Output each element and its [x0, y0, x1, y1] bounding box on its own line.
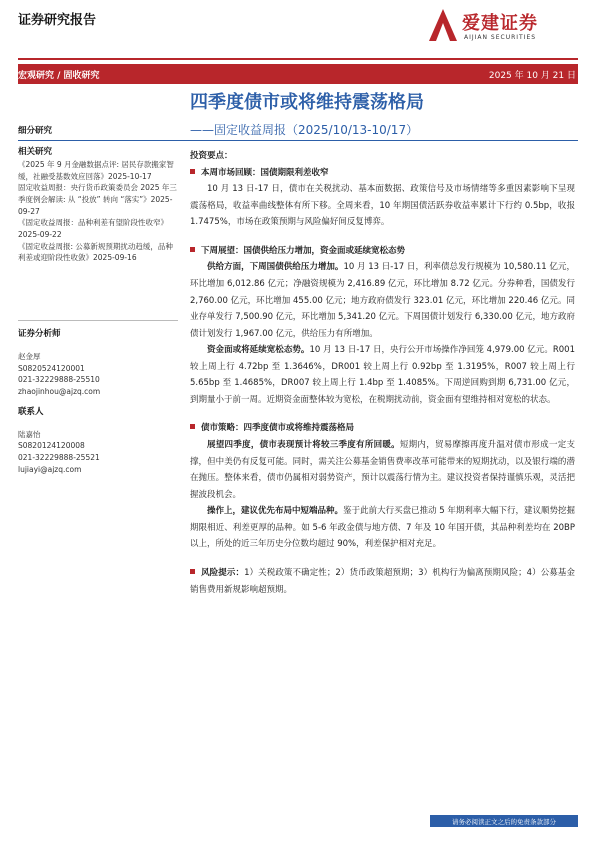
- paragraph: [190, 342, 575, 408]
- related-item[interactable]: 《固定收益周报：品种利差有望阶段性收窄》2025-09-22: [18, 218, 168, 239]
- analyst-name: 赵金厚: [18, 352, 41, 362]
- contact-heading: 联系人: [18, 406, 44, 417]
- report-subtitle: ——固定收益周报（2025/10/13-10/17）: [190, 123, 419, 137]
- sub-industry-label: 细分研究: [18, 126, 53, 136]
- paragraph: [190, 503, 575, 553]
- paragraph-lead: 供给方面，下周国债供给压力增加。: [207, 262, 344, 273]
- report-type-label: 证券研究报告: [18, 13, 97, 28]
- related-item[interactable]: 固定收益周报：央行货币政策委员会 2025 年三季度例会解读: 从 “投放” 转向 “落实”》2025-09-27: [18, 183, 177, 216]
- analyst-cert: S0820524120001: [18, 363, 85, 373]
- contact-cert: S0820124120008: [18, 441, 85, 451]
- analyst-phone: 021-32229888-25510: [18, 375, 100, 385]
- paragraph: [190, 437, 575, 503]
- paragraph-body: 10 月 13 日-17 日，央行公开市场操作净回笼 4,979.00 亿元。R001 较上周上行 4.72bp 至 1.3646%，DR001 较上周上行 0.92bp 至 1.3195%，R007 较上周上行 5.65bp 至 1.4685%，DR007 较上周上行 1.4bp 至 1.4085%。下周逆回购到期 6,731.00 亿元，到期量小于前一周。近期资金面整体较为宽松，在税期扰动前，资金面有望维持相对宽松的状态。: [190, 345, 575, 405]
- logo-text-en: AIJIAN SECURITIES: [464, 34, 537, 41]
- risk-heading: 风险提示：: [201, 567, 245, 578]
- paragraph-body: 短期内，贸易摩擦再度升温对债市形成一定支撑，但中美仍有反复可能。同时，需关注公募基金销售费率改革可能带来的短期扰动，以及银行端的潜在抛压。整体来看，债市仍属相对弱势资产，预计以震荡行情为主。建议投资者保持谨慎乐观，灵活把握波段机会。: [190, 440, 575, 500]
- paragraph: 10 月 13 日-17 日，债市在关税扰动、基本面数据、政策信号及市场情绪等多重因素影响下呈现震荡格局，收益率曲线整体有所下移。全周来看，10 年期国债活跃券收益率累计下行约 0.5bp，收报 1.7475%，市场在政策预期与风险偏好间反复博弈。: [190, 184, 575, 228]
- main-content: [190, 148, 575, 598]
- related-item[interactable]: 《固定收益周报: 公募新规预期扰动趋缓，品种利差或迎阶段性收敛》2025-09-16: [18, 241, 173, 263]
- paragraph-lead: 资金面或将延续宽松态势。: [207, 345, 310, 356]
- bullet-icon: [190, 169, 195, 174]
- title-divider: [18, 140, 578, 141]
- logo-text-cn: 爱建证券: [462, 13, 538, 34]
- paragraph-body: 鉴于此前大行买盘已推动 5 年期利率大幅下行，建议顺势挖掘期限相近、利差更厚的品种。如 5-6 年政金债与地方债、7 年及 10 年国开债，其品种利差均在 20BP 以上，所处的近三年历史分位数均超过 90%，利差保护相对充足。: [190, 506, 575, 550]
- analyst-block: [18, 328, 178, 475]
- risk-text: 1）关税政策不确定性；2）货币政策超预期；3）机构行为偏离预期风险；4）公募基金销售费用新规影响超预期。: [190, 567, 575, 595]
- contact-phone: 021-32229888-25521: [18, 453, 100, 463]
- header-divider: [18, 58, 578, 60]
- risk-paragraph: [190, 565, 575, 598]
- paragraph-body: 10 月 13 日-17 日，利率债总发行规模为 10,580.11 亿元，环比增加 6,012.86 亿元；净融资规模为 2,416.89 亿元，环比增加 8.72 亿元。分券种看，国债发行 2,760.00 亿元，环比增加 455.00 亿元；地方政府债发行 323.01 亿元，环比增加 220.46 亿元。同业存单发行 7,500.90 亿元，环比增加 5,341.20 亿元。下周国债计划发行 6,330.00 亿元，地方政府债计划发行 1,967.00 亿元，供给压力有所增加。: [190, 262, 575, 339]
- bullet-icon: [190, 424, 195, 429]
- section-title: 债市策略：四季度债市或将维持震荡格局: [201, 423, 355, 434]
- contact-name: 陆嘉怡: [18, 429, 41, 439]
- category-label: 宏观研究 / 固收研究: [18, 71, 100, 81]
- footer-disclaimer[interactable]: 请务必阅读正文之后的免责条款部分: [452, 818, 556, 826]
- related-item[interactable]: 《2025 年 9 月金融数据点评: 居民存款搬家智缓，社融受基数效应回落》2025-10-17: [18, 160, 174, 181]
- sidebar-divider: [18, 320, 178, 321]
- report-date: 2025 年 10 月 21 日: [488, 71, 576, 81]
- section-heading: [190, 243, 575, 260]
- logo-mark-icon: [428, 8, 458, 42]
- section-title: 本周市场回顾：国债期限利差收窄: [201, 167, 329, 178]
- paragraph-lead: 操作上，建议优先布局中短端品种。: [207, 506, 344, 517]
- highlights-heading: 投资要点：: [190, 151, 233, 161]
- related-research: [18, 146, 178, 264]
- related-research-heading: 相关研究: [18, 147, 53, 157]
- contact-email[interactable]: lujiayi@ajzq.com: [18, 464, 82, 474]
- bullet-icon: [190, 247, 195, 252]
- section-heading: [190, 420, 575, 437]
- paragraph-lead: 展望四季度，债市表现预计将较三季度有所回暖。: [207, 440, 400, 450]
- section-heading: [190, 165, 575, 182]
- company-logo: [428, 6, 578, 46]
- bullet-icon: [190, 569, 195, 574]
- report-title: 四季度债市或将维持震荡格局: [190, 92, 424, 113]
- paragraph: [190, 259, 575, 342]
- section-title: 下周展望：国债供给压力增加，资金面或延续宽松态势: [201, 245, 406, 256]
- analyst-email[interactable]: zhaojinhou@ajzq.com: [18, 387, 101, 397]
- analyst-heading: 证券分析师: [18, 329, 61, 339]
